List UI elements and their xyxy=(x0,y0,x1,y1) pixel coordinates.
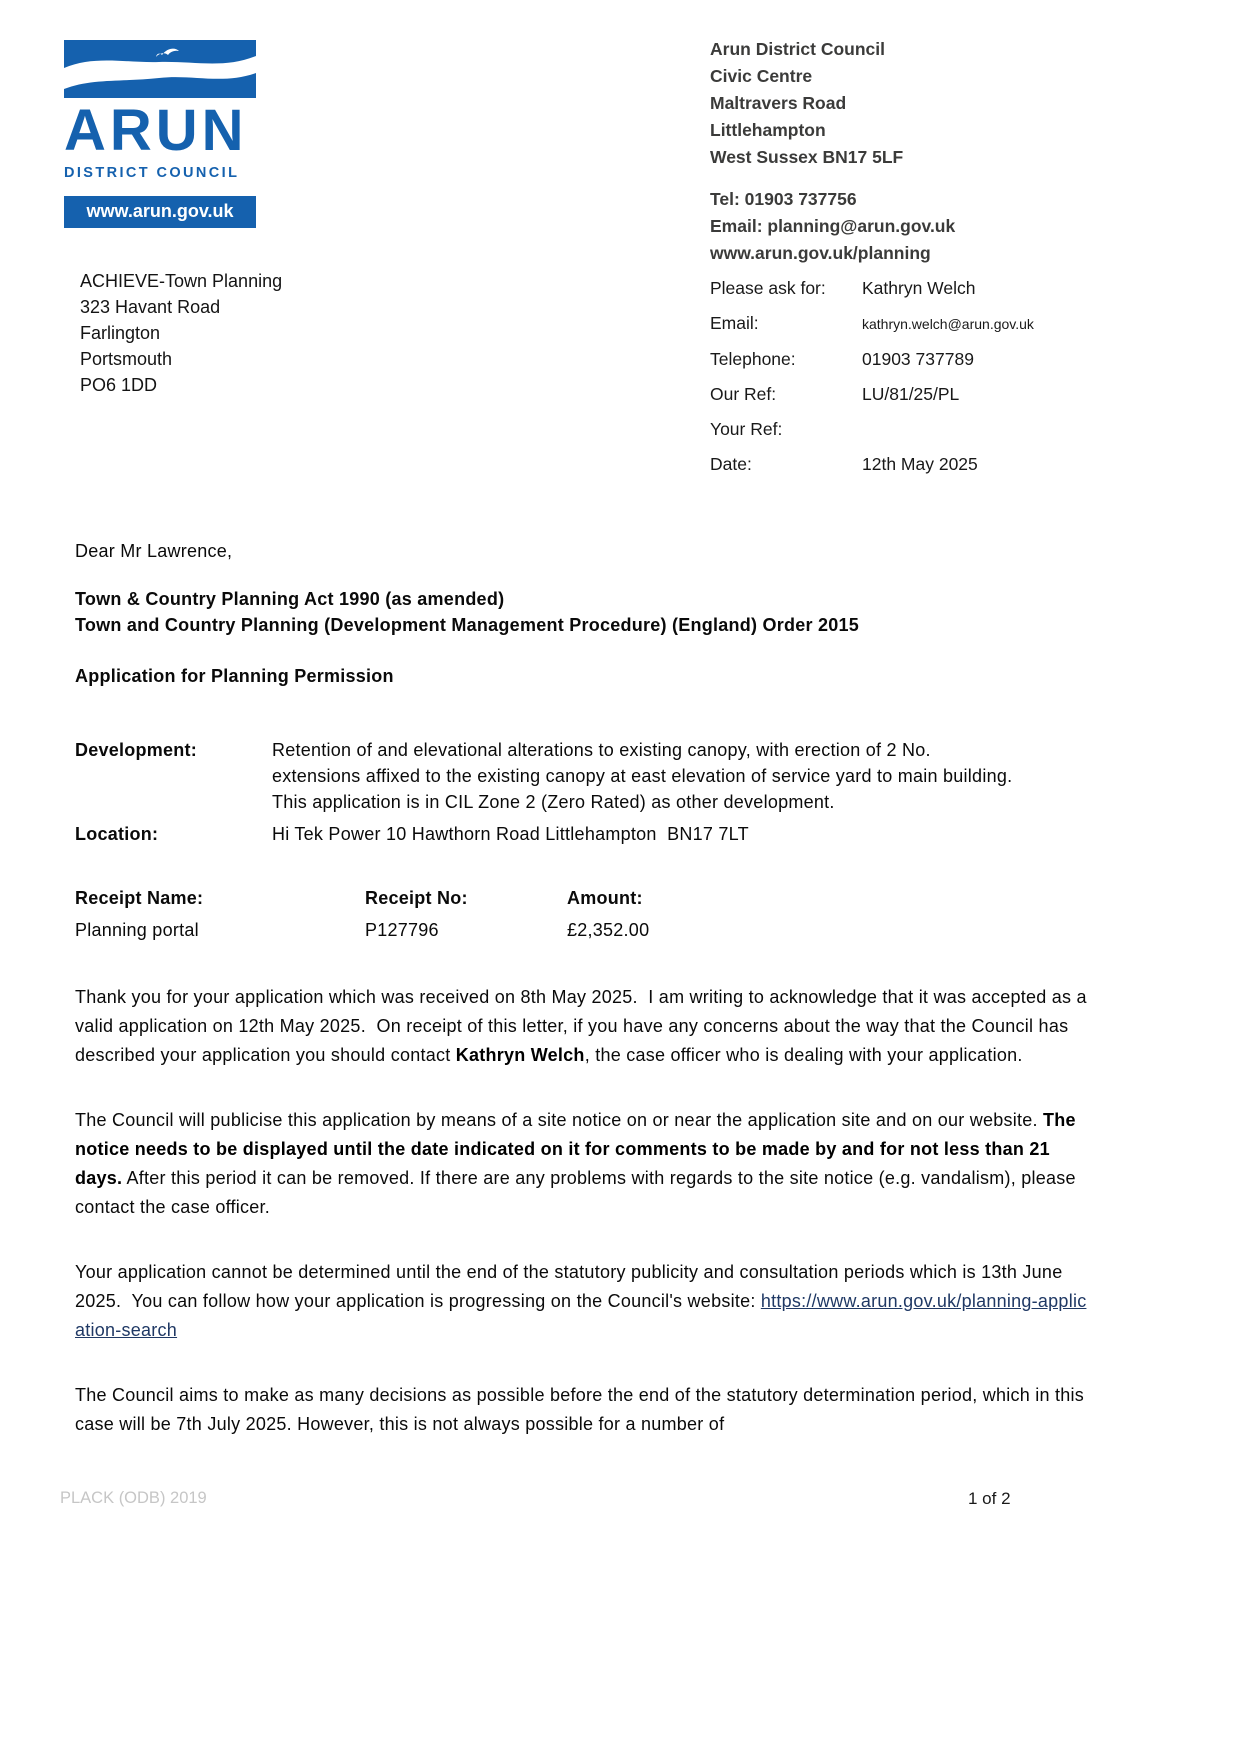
contact-info-grid xyxy=(710,277,1188,476)
date-value: 12th May 2025 xyxy=(862,454,978,474)
planning-search-link[interactable]: https://www.arun.gov.uk/planning-application-search xyxy=(75,1291,1087,1340)
receipt-table xyxy=(75,885,1091,943)
receipt-value-row xyxy=(75,917,1091,943)
council-details xyxy=(710,36,1188,488)
letter-body xyxy=(75,538,1091,1439)
salutation: Dear Mr Lawrence, xyxy=(75,541,233,561)
info-label: Date: xyxy=(710,454,752,474)
para-publicity xyxy=(75,1106,1091,1222)
recipient-address-line: PO6 1DD xyxy=(80,375,158,395)
info-label: Our Ref: xyxy=(710,384,777,404)
council-email: Email: planning@arun.gov.uk xyxy=(710,216,956,236)
info-row-please-ask-for xyxy=(710,277,1188,300)
application-heading: Application for Planning Permission xyxy=(75,666,394,686)
location-label: Location: xyxy=(75,824,159,844)
council-planning-website: www.arun.gov.uk/planning xyxy=(710,243,931,263)
notice-period-bold: The notice needs to be displayed until the date indicated on it for comments to be made by and for not less than 21 days. xyxy=(75,1110,1082,1188)
case-officer-name-bold: Kathryn Welch xyxy=(455,1045,585,1065)
para-text: After this period it can be removed. If there are any problems with regards to the site notice (e.g. vandalism), please contact the case officer. xyxy=(75,1168,1082,1217)
legal-heading-1: Town & Country Planning Act 1990 (as amended) xyxy=(75,589,505,609)
info-label: Telephone: xyxy=(710,349,796,369)
para-text: The Council aims to make as many decisions as possible before the end of the statutory determination period, which in this case will be 7th July 2025. However, this is not always possible for a number of xyxy=(75,1385,1090,1434)
case-officer-value: Kathryn Welch xyxy=(862,278,976,298)
council-address xyxy=(710,36,1188,171)
info-row-email xyxy=(710,312,1188,336)
para-text: The Council will publicise this application by means of a site notice on or near the application site and on our website. xyxy=(75,1110,1044,1130)
council-address-line: Civic Centre xyxy=(710,66,813,86)
council-telephone: Tel: 01903 737756 xyxy=(710,189,857,209)
receipt-amount-value: £2,352.00 xyxy=(567,920,650,940)
info-label: Please ask for: xyxy=(710,278,826,298)
location-row xyxy=(75,821,1091,847)
council-address-line: West Sussex BN17 5LF xyxy=(710,147,904,167)
para-text: , the case officer who is dealing with your application. xyxy=(584,1045,1023,1065)
info-row-your-ref xyxy=(710,418,1188,441)
info-row-our-ref xyxy=(710,383,1188,406)
legal-heading-2: Town and Country Planning (Development Management Procedure) (England) Order 2015 xyxy=(75,615,860,635)
receipt-header-row xyxy=(75,885,1091,911)
info-row-telephone xyxy=(710,348,1188,371)
development-row xyxy=(75,737,1091,815)
info-label: Your Ref: xyxy=(710,419,783,439)
receipt-amount-header: Amount: xyxy=(567,888,643,908)
info-row-date xyxy=(710,453,1188,476)
receipt-no-value: P127796 xyxy=(365,920,439,940)
recipient-address xyxy=(80,268,282,398)
location-description: Hi Tek Power 10 Hawthorn Road Littlehampton BN17 7LT xyxy=(272,824,749,844)
arun-logo xyxy=(64,40,256,228)
development-description: Retention of and elevational alterations to existing canopy, with erection of 2 No. extensions affixed to the existing canopy at east elevation of service yard to main building. This application is in CIL Zone 2 (Zero Rated) as other development. xyxy=(272,740,1018,812)
para-determination xyxy=(75,1258,1091,1345)
logo-wordmark: ARUN xyxy=(64,98,248,163)
para-text: Thank you for your application which was received on 8th May 2025. I am writing to acknowledge that it was accepted as a valid application on 12th May 2025. On receipt of this letter, if you have any concerns about the way that the Council has described your application you should contact xyxy=(75,987,1093,1065)
recipient-address-line: 323 Havant Road xyxy=(80,297,221,317)
officer-email-value: kathryn.welch@arun.gov.uk xyxy=(862,316,1034,332)
para-text: Your application cannot be determined until the end of the statutory publicity and consultation periods which is 13th June 2025. You can follow how your application is progressing on the Council's website: xyxy=(75,1262,1068,1311)
recipient-address-line: ACHIEVE-Town Planning xyxy=(80,271,283,291)
seagull-waves-icon xyxy=(64,40,256,98)
logo-subtitle: DISTRICT COUNCIL xyxy=(64,165,240,182)
council-address-line: Littlehampton xyxy=(710,120,826,140)
para-decisions xyxy=(75,1381,1091,1439)
receipt-name-value: Planning portal xyxy=(75,920,199,940)
council-address-line: Maltravers Road xyxy=(710,93,847,113)
council-contact xyxy=(710,186,1188,267)
receipt-name-header: Receipt Name: xyxy=(75,888,204,908)
council-address-line: Arun District Council xyxy=(710,39,886,59)
recipient-address-line: Portsmouth xyxy=(80,349,173,369)
development-label: Development: xyxy=(75,740,198,760)
para-acknowledgement xyxy=(75,983,1091,1070)
info-label: Email: xyxy=(710,313,759,333)
our-ref-value: LU/81/25/PL xyxy=(862,384,960,404)
footer-page-number: 1 of 2 xyxy=(968,1489,1011,1508)
receipt-no-header: Receipt No: xyxy=(365,888,468,908)
officer-telephone-value: 01903 737789 xyxy=(862,349,974,369)
recipient-address-line: Farlington xyxy=(80,323,161,343)
logo-website-bar: www.arun.gov.uk xyxy=(64,196,256,228)
footer-doc-code: PLACK (ODB) 2019 xyxy=(60,1489,207,1507)
